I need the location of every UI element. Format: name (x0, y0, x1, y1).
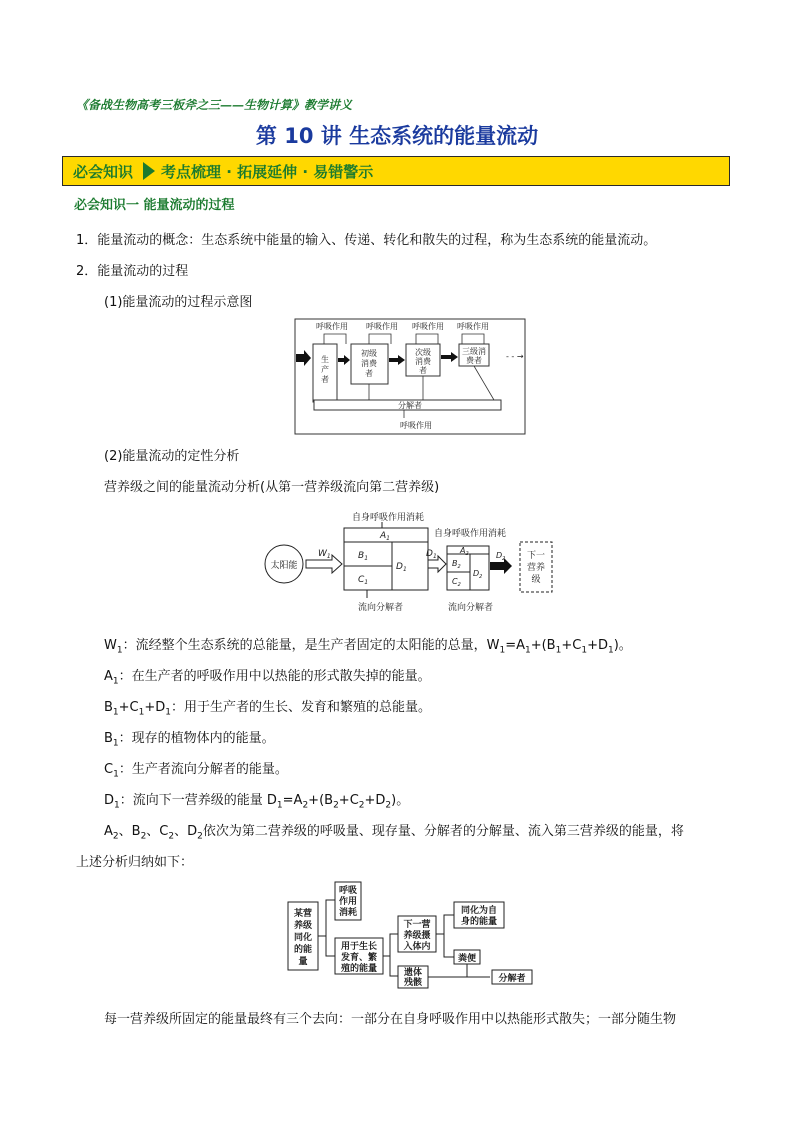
section-heading: 必会知识一 能量流动的过程 (74, 198, 235, 213)
resp-label-1: 呼吸作用 (316, 322, 348, 331)
producer-label-3: 者 (321, 375, 329, 384)
secondary-consumer-label-3: 者 (419, 366, 427, 375)
energy-destination-diagram (286, 880, 536, 990)
paragraph-concept: 1．能量流动的概念：生态系统中能量的输入、传递、转化和散失的过程，称为生态系统的能量流动。 (76, 233, 657, 248)
definition-d1: $D_1$：流向下一营养级的能量 $D_1=A_2+(B_2+C_2+D_2)$。 (104, 793, 410, 811)
sun-label: 太阳能 (270, 561, 298, 571)
banner-label: 必会知识 (73, 162, 134, 181)
primary-consumer-label-1: 初级 (361, 349, 377, 358)
next-level-label-3: 级 (531, 575, 541, 585)
decomposer-label: 分解者 (498, 974, 526, 984)
root-label-4: 的能 (293, 945, 313, 955)
primary-consumer-label-3: 者 (365, 369, 373, 378)
paragraph-summary: 上述分析归纳如下： (76, 855, 194, 870)
next-ingest-label-2: 养级摄 (403, 931, 431, 941)
decomposer-label: 分解者 (398, 401, 422, 410)
section-banner (62, 156, 730, 186)
next-ingest-label-3: 入体内 (403, 942, 431, 952)
primary-consumer-label-2: 消费 (361, 359, 377, 368)
secondary-consumer-label-1: 次级 (415, 348, 431, 357)
b1-label: $B_1$ (358, 551, 369, 562)
page-title: 第 10 讲 生态系统的能量流动 (255, 124, 539, 148)
play-arrow-icon (143, 162, 155, 180)
next-ingest-label-1: 下一营 (403, 920, 431, 930)
a1-label: $A_1$ (380, 531, 390, 542)
resp-label-4: 呼吸作用 (457, 322, 489, 331)
document-subtitle: 《备战生物高考三板斧之三——生物计算》教学讲义 (76, 98, 353, 112)
self-resp-label-1: 自身呼吸作用消耗 (352, 513, 425, 523)
definition-c1: $C_1$：生产者流向分解者的能量。 (104, 762, 288, 780)
remains-label-1: 遗体 (403, 968, 423, 978)
root-label-3: 同化 (293, 933, 313, 943)
self-resp-label-2: 自身呼吸作用消耗 (434, 529, 507, 539)
d2-arrow (490, 558, 512, 574)
w1-label: $W_1$ (318, 549, 331, 560)
paragraph-second-level: $A_2$、$B_2$、$C_2$、$D_2$依次为第二营养级的呼吸量、现存量、分解者的分解量、流入第三营养级的能量，将 (104, 824, 684, 842)
trophic-transfer-diagram (262, 506, 562, 616)
next-level-label-1: 下一 (526, 551, 546, 561)
banner-topics: 考点梳理 · 拓展延伸 · 易错警示 (161, 162, 374, 181)
d2-arrow-label: $D_2$ (496, 551, 506, 562)
root-label-2: 养级 (293, 921, 313, 931)
root-label-5: 量 (298, 957, 308, 967)
resp-label-1: 呼吸 (338, 886, 358, 896)
root-label-1: 某营 (293, 909, 313, 919)
definition-b1: $B_1$：现存的植物体内的能量。 (104, 731, 275, 749)
resp-label-2: 作用 (338, 897, 358, 907)
growth-label-3: 殖的能量 (340, 964, 378, 974)
c1-label: $C_1$ (358, 575, 369, 586)
producer-label-1: 生 (321, 355, 329, 364)
definition-w1: $W_1$：流经整个生态系统的总能量，是生产者固定的太阳能的总量，$W_1=A_1+(B_1+C_1+D_1)$。 (104, 638, 632, 656)
resp-label-3: 消耗 (338, 908, 358, 918)
to-decomposer-label-1: 流向分解者 (358, 603, 404, 613)
a2-label: $A_2$ (460, 546, 469, 557)
growth-label-1: 用于生长 (340, 942, 378, 952)
remains-label-2: 残骸 (403, 978, 423, 988)
to-decomposer-label-2: 流向分解者 (448, 603, 494, 613)
resp-label-3: 呼吸作用 (412, 322, 444, 331)
assimilated-label-2: 身的能量 (460, 917, 498, 927)
d1-arrow-label: $D_1$ (426, 549, 437, 560)
tertiary-consumer-label-2: 费者 (466, 356, 482, 365)
assimilated-label-1: 同化为自 (460, 906, 498, 916)
d2-label: $D_2$ (473, 569, 483, 580)
energy-flow-diagram (294, 318, 526, 435)
subheading-diagram: (1)能量流动的过程示意图 (104, 295, 253, 310)
dashed-arrow-icon: - - → (506, 352, 524, 361)
definition-a1: $A_1$：在生产者的呼吸作用中以热能的形式散失掉的能量。 (104, 669, 431, 687)
growth-label-2: 发育、繁 (340, 953, 378, 963)
paragraph-three-destinations: 每一营养级所固定的能量最终有三个去向：一部分在自身呼吸作用中以热能形式散失；一部分随生物 (104, 1012, 677, 1027)
tertiary-consumer-label-1: 三级消 (462, 347, 486, 356)
producer-label-2: 产 (321, 365, 329, 374)
bottom-resp-label: 呼吸作用 (400, 421, 432, 430)
definition-bcd1: $B_1+C_1+D_1$：用于生产者的生长、发育和繁殖的总能量。 (104, 700, 432, 718)
b2-label: $B_2$ (452, 559, 461, 570)
next-level-label-2: 营养 (526, 563, 546, 573)
secondary-consumer-label-2: 消费 (415, 357, 431, 366)
c2-label: $C_2$ (452, 577, 461, 588)
d1-label: $D_1$ (396, 562, 407, 573)
paragraph-trophic-intro: 营养级之间的能量流动分析(从第一营养级流向第二营养级) (104, 480, 440, 495)
subheading-qualitative: (2)能量流动的定性分析 (104, 449, 240, 464)
paragraph-process: 2．能量流动的过程 (76, 264, 189, 279)
feces-label: 粪便 (457, 954, 477, 964)
resp-label-2: 呼吸作用 (366, 322, 398, 331)
